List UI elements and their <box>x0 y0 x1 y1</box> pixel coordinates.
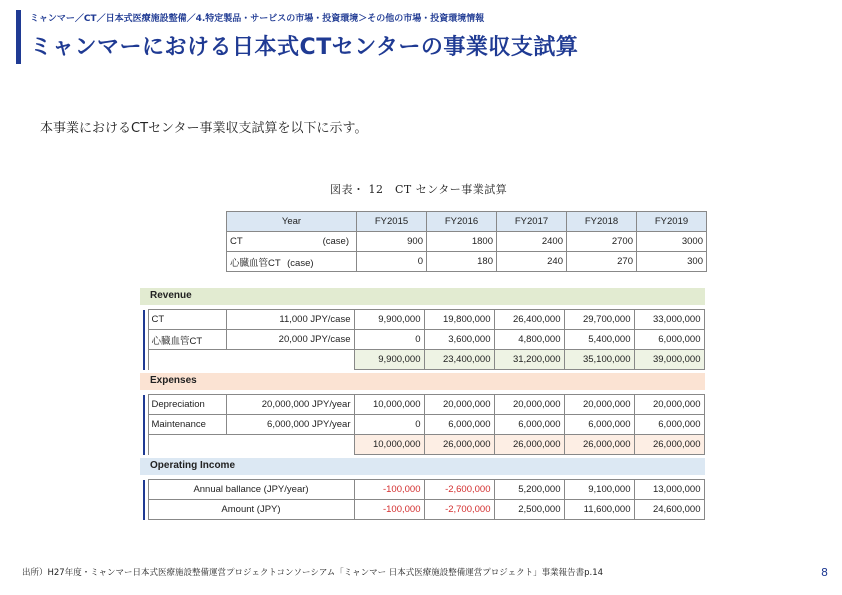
row-label: CT <box>230 236 243 247</box>
value-cell: 180 <box>427 252 497 272</box>
expenses-table <box>140 394 705 455</box>
row-indent <box>140 500 148 520</box>
header-cell: Year <box>227 212 357 232</box>
total-cell: 39,000,000 <box>634 350 704 370</box>
row-indent <box>140 350 148 370</box>
value-cell: 2,500,000 <box>494 500 564 520</box>
total-cell: 26,000,000 <box>424 435 494 455</box>
row-label: 心臓血管CT <box>230 257 281 269</box>
header-cell: FY2018 <box>567 212 637 232</box>
page-title: ミャンマーにおける日本式CTセンターの事業収支試算 <box>30 35 579 60</box>
value-cell: -100,000 <box>354 500 424 520</box>
row-label-cell <box>227 232 357 252</box>
row-label: Amount (JPY) <box>148 500 354 520</box>
row-label-cell <box>227 252 357 272</box>
header-cell: FY2015 <box>357 212 427 232</box>
operating-income-section-header: Operating Income <box>140 458 705 475</box>
value-cell: 4,800,000 <box>494 330 564 350</box>
empty-cell <box>226 350 354 370</box>
empty-cell <box>226 435 354 455</box>
value-cell: -2,700,000 <box>424 500 494 520</box>
value-cell: 3,600,000 <box>424 330 494 350</box>
row-indent <box>140 435 148 455</box>
value-cell: 29,700,000 <box>564 310 634 330</box>
value-cell: 33,000,000 <box>634 310 704 330</box>
value-cell: 6,000,000 <box>634 415 704 435</box>
figure-title: 図表・ 12 CT センター事業試算 <box>330 183 508 196</box>
value-cell: 20,000,000 <box>634 395 704 415</box>
value-cell: 2700 <box>567 232 637 252</box>
value-cell: -100,000 <box>354 480 424 500</box>
value-cell: -2,600,000 <box>424 480 494 500</box>
empty-cell <box>148 435 226 455</box>
page-number: 8 <box>821 566 828 579</box>
row-label: CT <box>148 310 226 330</box>
value-cell: 0 <box>354 415 424 435</box>
breadcrumb: ミャンマー／CT／日本式医療施設整備／4.特定製品・サービスの市場・投資環境＞その他の市場・投資環境情報 <box>30 14 485 24</box>
case-volume-table <box>226 211 707 272</box>
value-cell: 6,000,000 <box>634 330 704 350</box>
rate-cell: 11,000 JPY/case <box>226 310 354 330</box>
value-cell: 270 <box>567 252 637 272</box>
total-cell: 9,900,000 <box>354 350 424 370</box>
row-indent <box>140 330 148 350</box>
value-cell: 20,000,000 <box>564 395 634 415</box>
row-unit: (case) <box>287 257 314 269</box>
total-cell: 23,400,000 <box>424 350 494 370</box>
table-row <box>140 330 704 350</box>
total-cell: 31,200,000 <box>494 350 564 370</box>
table-row <box>140 395 704 415</box>
empty-cell <box>148 350 226 370</box>
value-cell: 10,000,000 <box>354 395 424 415</box>
row-indent <box>140 415 148 435</box>
value-cell: 20,000,000 <box>494 395 564 415</box>
row-label: 心臓血管CT <box>148 330 226 350</box>
rate-cell: 6,000,000 JPY/year <box>226 415 354 435</box>
row-label: Maintenance <box>148 415 226 435</box>
operating-income-table <box>140 479 705 520</box>
revenue-section-header: Revenue <box>140 288 705 305</box>
value-cell: 300 <box>637 252 707 272</box>
value-cell: 0 <box>354 330 424 350</box>
value-cell: 5,400,000 <box>564 330 634 350</box>
value-cell: 3000 <box>637 232 707 252</box>
revenue-table <box>140 309 705 370</box>
row-indent <box>140 480 148 500</box>
total-cell: 26,000,000 <box>564 435 634 455</box>
total-cell: 26,000,000 <box>634 435 704 455</box>
row-indent <box>140 310 148 330</box>
header-cell: FY2016 <box>427 212 497 232</box>
value-cell: 5,200,000 <box>494 480 564 500</box>
value-cell: 1800 <box>427 232 497 252</box>
table-row <box>140 310 704 330</box>
rate-cell: 20,000 JPY/case <box>226 330 354 350</box>
value-cell: 900 <box>357 232 427 252</box>
table-row <box>227 232 707 252</box>
value-cell: 6,000,000 <box>494 415 564 435</box>
value-cell: 11,600,000 <box>564 500 634 520</box>
table-row <box>140 415 704 435</box>
value-cell: 20,000,000 <box>424 395 494 415</box>
total-cell: 26,000,000 <box>494 435 564 455</box>
value-cell: 0 <box>357 252 427 272</box>
total-cell: 10,000,000 <box>354 435 424 455</box>
value-cell: 26,400,000 <box>494 310 564 330</box>
intro-text: 本事業におけるCTセンター事業収支試算を以下に示す。 <box>40 121 368 136</box>
value-cell: 6,000,000 <box>564 415 634 435</box>
value-cell: 24,600,000 <box>634 500 704 520</box>
value-cell: 240 <box>497 252 567 272</box>
value-cell: 19,800,000 <box>424 310 494 330</box>
row-label: Depreciation <box>148 395 226 415</box>
table-row <box>140 480 704 500</box>
row-unit: (case) <box>322 236 349 247</box>
total-cell: 35,100,000 <box>564 350 634 370</box>
value-cell: 6,000,000 <box>424 415 494 435</box>
value-cell: 2400 <box>497 232 567 252</box>
row-indent <box>140 395 148 415</box>
title-accent-bar <box>16 10 21 64</box>
value-cell: 9,100,000 <box>564 480 634 500</box>
table-row <box>227 252 707 272</box>
value-cell: 13,000,000 <box>634 480 704 500</box>
rate-cell: 20,000,000 JPY/year <box>226 395 354 415</box>
header-cell: FY2017 <box>497 212 567 232</box>
header-cell: FY2019 <box>637 212 707 232</box>
source-note: 出所）H27年度・ミャンマー日本式医療施設整備運営プロジェクトコンソーシアム「ミャンマー 日本式医療施設整備運営プロジェクト」事業報告書p.14 <box>22 568 604 578</box>
table-row <box>140 500 704 520</box>
total-row <box>140 350 704 370</box>
total-row <box>140 435 704 455</box>
value-cell: 9,900,000 <box>354 310 424 330</box>
row-label: Annual ballance (JPY/year) <box>148 480 354 500</box>
table-header-row <box>227 212 707 232</box>
expenses-section-header: Expenses <box>140 373 705 390</box>
